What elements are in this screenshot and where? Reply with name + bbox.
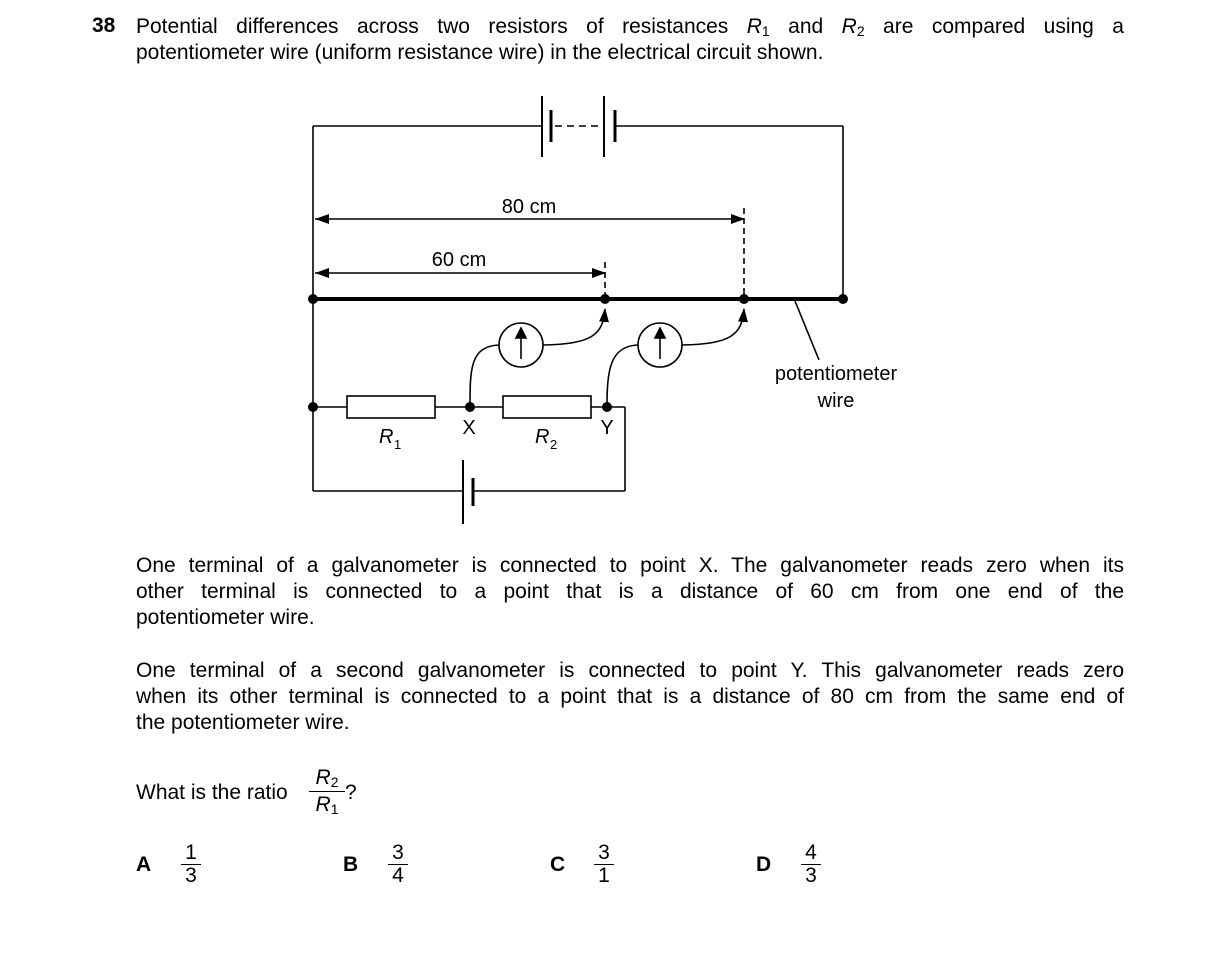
label-r1: R bbox=[379, 426, 394, 448]
label-r2-sub: 2 bbox=[550, 437, 558, 452]
junction-wire-left bbox=[308, 294, 318, 304]
galvanometer-2-lead-wire bbox=[682, 309, 744, 345]
label-wire-line2: wire bbox=[817, 390, 855, 412]
label-60cm: 60 cm bbox=[431, 249, 487, 271]
option-b-letter: B bbox=[343, 853, 359, 876]
galvanometer-2-icon bbox=[638, 323, 682, 367]
question-number: 38 bbox=[92, 14, 116, 37]
label-wire-line1: potentiometer bbox=[774, 363, 898, 385]
resistor-r2 bbox=[503, 396, 591, 418]
option-b-fraction: 3 4 bbox=[388, 842, 408, 887]
junction-x bbox=[465, 402, 475, 412]
option-a-letter: A bbox=[136, 853, 152, 876]
resistor-r1 bbox=[347, 396, 435, 418]
ratio-question-mark: ? bbox=[345, 781, 357, 804]
label-y: Y bbox=[600, 417, 614, 439]
para2-line-2: other terminal is connected to a point that is a distance of 60 cm from one end of the bbox=[136, 580, 1124, 603]
junction-wire-right bbox=[838, 294, 848, 304]
para3-line-1: One terminal of a second galvanometer is connected to point Y. This galvanometer reads zero bbox=[136, 659, 1124, 682]
option-a-fraction: 1 3 bbox=[181, 842, 201, 887]
galvanometer-1-lead-x bbox=[470, 345, 499, 407]
ratio-denominator: $R_1$ bbox=[315, 793, 339, 817]
option-c-letter: C bbox=[550, 853, 566, 876]
label-80cm: 80 cm bbox=[501, 196, 557, 218]
para3-line-3: the potentiometer wire. bbox=[136, 711, 350, 734]
intro-line-2: potentiometer wire (uniform resistance wire) in the electrical circuit shown. bbox=[136, 41, 824, 64]
ratio-numerator: $R_2$ bbox=[315, 766, 339, 790]
para2-line-1: One terminal of a galvanometer is connected to point X. The galvanometer reads zero when its bbox=[136, 554, 1124, 577]
label-x: X bbox=[462, 417, 476, 439]
ratio-fraction bbox=[309, 766, 345, 817]
cell-icon bbox=[463, 460, 473, 524]
galvanometer-1-lead-wire bbox=[543, 309, 605, 345]
ratio-prompt: What is the ratio bbox=[136, 781, 288, 804]
paragraph-galvanometer-y bbox=[136, 658, 1124, 736]
driver-battery-icon bbox=[542, 96, 615, 157]
option-d-fraction: 4 3 bbox=[801, 842, 821, 887]
intro-line-1: Potential differences across two resistors of resistances $R_1$ and $R_2$ are compared using a bbox=[136, 15, 1124, 39]
wire-label-pointer bbox=[795, 301, 819, 360]
junction-y bbox=[602, 402, 612, 412]
junction-80cm bbox=[739, 294, 749, 304]
junction-60cm bbox=[600, 294, 610, 304]
junction-lower-left bbox=[308, 402, 318, 412]
option-c-fraction: 3 1 bbox=[594, 842, 614, 887]
label-r2: R bbox=[535, 426, 550, 448]
label-r1-sub: 1 bbox=[394, 437, 402, 452]
para2-line-3: potentiometer wire. bbox=[136, 606, 315, 629]
paragraph-galvanometer-x bbox=[136, 553, 1124, 631]
option-d-letter: D bbox=[756, 853, 772, 876]
galvanometer-1-icon bbox=[499, 323, 543, 367]
galvanometer-2-lead-y bbox=[607, 345, 638, 407]
para3-line-2: when its other terminal is connected to a point that is a distance of 80 cm from the same end of bbox=[136, 685, 1124, 708]
